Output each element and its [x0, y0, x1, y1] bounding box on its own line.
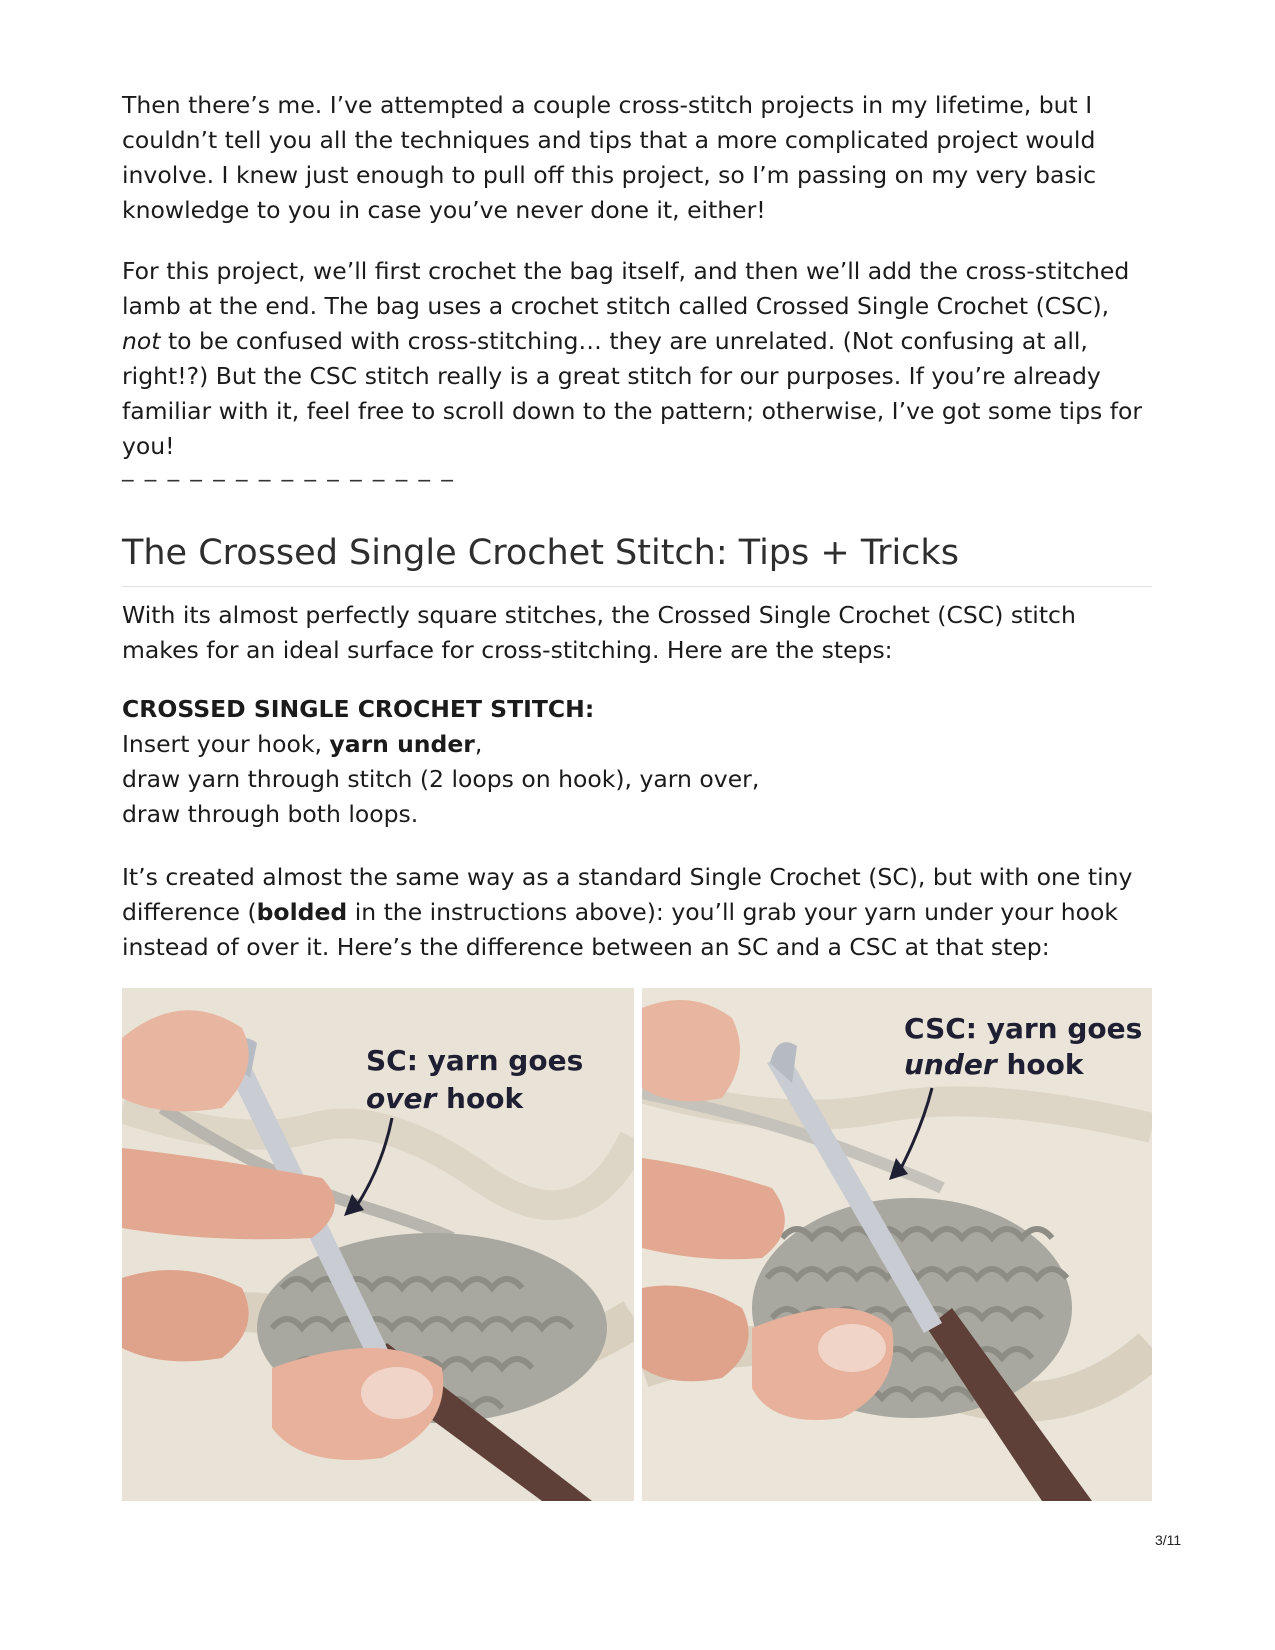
intro-paragraph: Then there’s me. I’ve attempted a couple cross-stitch projects in my lifetime, but I couldn’t tell you all the techniques and tips that a more complicated project would involve. I knew just enough to pull off this project, so I’m passing on my very basic knowledge to you in case you’ve never done it, either! — [122, 91, 1097, 224]
comparison-photos — [122, 988, 1152, 1501]
difference-paragraph-text-a: It’s created almost the same way as a standard Single Crochet (SC), but with one tiny difference ( — [122, 863, 1133, 926]
instruction-line-1-comma: , — [474, 730, 483, 758]
instructions-title-text: CROSSED SINGLE CROCHET STITCH: — [122, 695, 595, 723]
csc-photo — [642, 988, 1152, 1501]
instruction-line-1-bold: yarn under — [329, 730, 475, 758]
sc-photo — [122, 988, 634, 1501]
sc-label-rest: hook — [436, 1082, 524, 1115]
project-paragraph-text-b: to be confused with cross-stitching… they are unrelated. (Not confusing at all, right!?) But the CSC stitch really is a great stitch for our purposes. If you’re already familiar with it, feel free to scroll down to the pattern; otherwise, I’ve got some tips for you! — [122, 327, 1143, 460]
instruction-line-1-text: Insert your hook, — [122, 730, 330, 758]
project-paragraph — [122, 254, 1152, 464]
section-heading: The Crossed Single Crochet Stitch: Tips + Tricks — [122, 528, 1152, 587]
difference-paragraph — [122, 860, 1152, 965]
difference-paragraph-bold: bolded — [256, 898, 348, 926]
stitch-instructions — [122, 692, 759, 832]
csc-label-rest: hook — [996, 1048, 1084, 1081]
instruction-line-1 — [122, 727, 759, 762]
sc-label-line2 — [366, 1082, 524, 1115]
csc-label-line1: CSC: yarn goes — [904, 1012, 1143, 1045]
csc-label-emphasis: under — [904, 1048, 997, 1081]
page-number: 3/11 — [1155, 1532, 1182, 1548]
difference-paragraph-text-b: in the instructions above): you’ll grab your yarn under your hook instead of over it. Here’s the difference between an SC and a CSC at that step: — [122, 898, 1118, 961]
dash-separator: _ _ _ _ _ _ _ _ _ _ _ _ _ _ _ — [122, 456, 455, 482]
sc-photo-illustration — [122, 988, 634, 1501]
project-paragraph-text-a: For this project, we’ll first crochet the bag itself, and then we’ll add the cross-stitched lamb at the end. The bag uses a crochet stitch called Crossed Single Crochet (CSC), — [122, 257, 1130, 320]
csc-photo-illustration — [642, 988, 1152, 1501]
stitch-intro-paragraph: With its almost perfectly square stitches, the Crossed Single Crochet (CSC) stitch makes for an ideal surface for cross-stitching. Here are the steps: — [122, 601, 1076, 664]
instruction-line-2: draw yarn through stitch (2 loops on hook), yarn over, — [122, 765, 760, 793]
sc-label-line1: SC: yarn goes — [366, 1044, 584, 1077]
csc-label-line2 — [904, 1048, 1085, 1081]
instruction-line-3: draw through both loops. — [122, 800, 419, 828]
instructions-title — [122, 692, 759, 727]
sc-label-emphasis: over — [366, 1082, 437, 1115]
project-paragraph-emphasis: not — [122, 327, 161, 355]
